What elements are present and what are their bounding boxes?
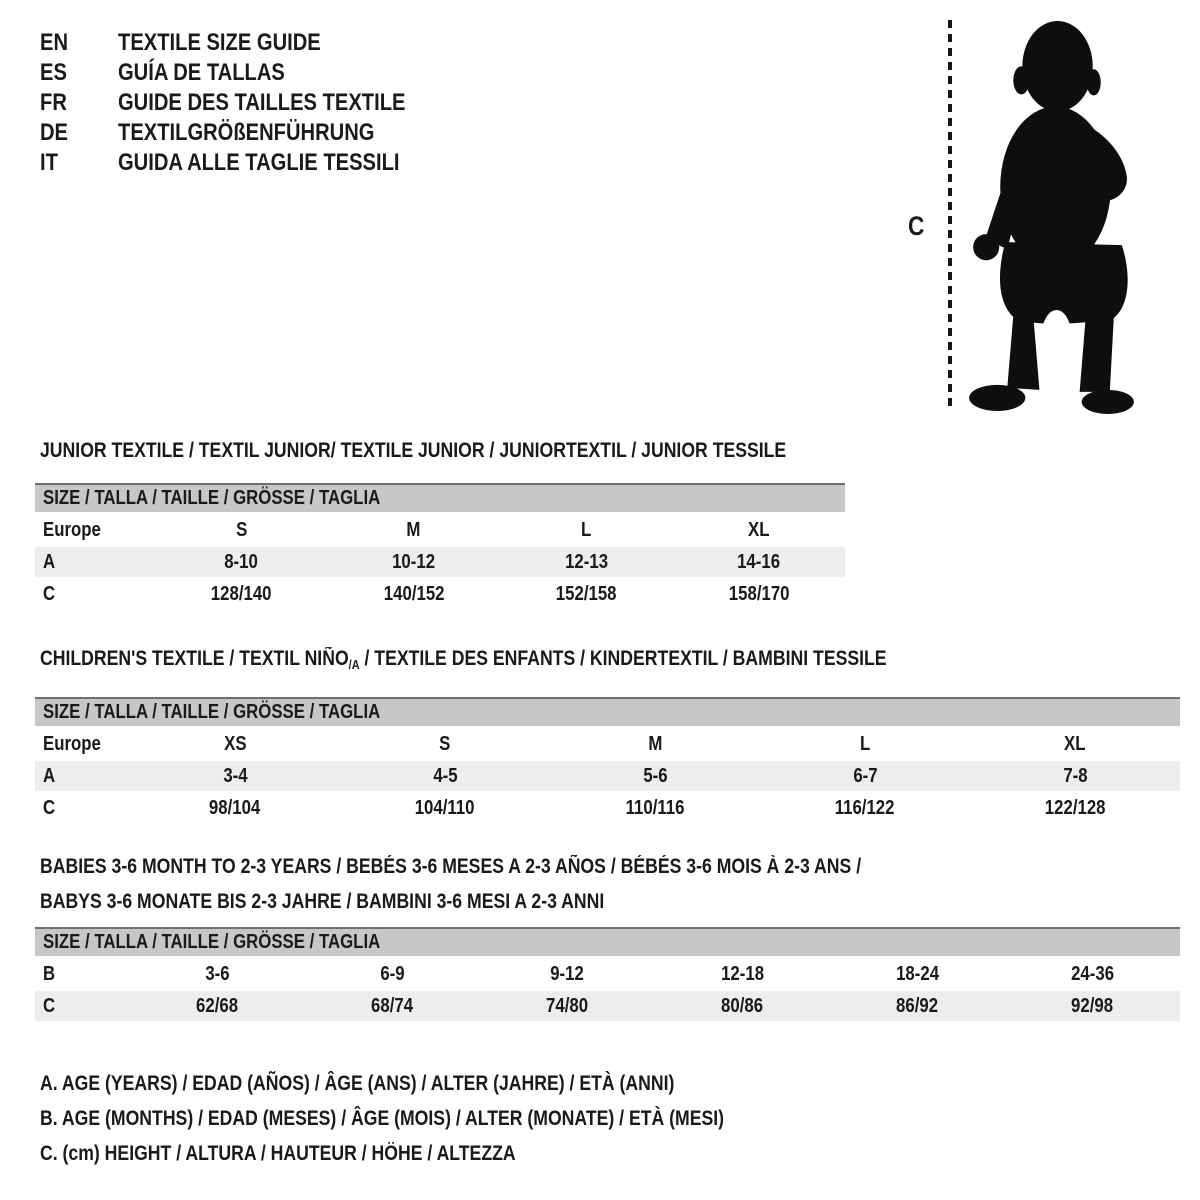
language-title-list bbox=[40, 28, 460, 178]
text: Europe bbox=[43, 519, 101, 541]
table-cell bbox=[130, 729, 340, 759]
text: 3-4 bbox=[222, 765, 248, 787]
table-cell bbox=[328, 579, 501, 609]
table-cell bbox=[305, 991, 480, 1021]
section-title bbox=[35, 641, 1180, 682]
text: ES bbox=[40, 59, 67, 86]
text: 104/110 bbox=[415, 797, 475, 819]
language-row bbox=[40, 118, 460, 148]
table-cell bbox=[130, 991, 305, 1021]
language-code bbox=[40, 58, 118, 88]
table-row bbox=[35, 761, 1180, 791]
language-title bbox=[118, 28, 359, 58]
section-title bbox=[35, 433, 845, 468]
text: SIZE / TALLA / TAILLE / GRÖSSE / TAGLIA bbox=[43, 931, 381, 953]
table-cell bbox=[655, 991, 830, 1021]
section-childrens-textile bbox=[35, 641, 1180, 825]
table-cell bbox=[130, 761, 340, 791]
text: XS bbox=[223, 733, 247, 755]
height-measure-label: C bbox=[908, 211, 925, 241]
table-size-header bbox=[35, 697, 1180, 726]
text: TEXTILE SIZE GUIDE bbox=[118, 29, 321, 56]
section-title-line bbox=[40, 884, 1180, 919]
table-size-header bbox=[35, 483, 845, 512]
section-title-text bbox=[40, 641, 887, 682]
text: M bbox=[647, 733, 662, 755]
table-row bbox=[35, 547, 845, 577]
text: A bbox=[43, 551, 56, 573]
size-table bbox=[35, 483, 845, 609]
toddler-silhouette-image bbox=[968, 16, 1136, 418]
language-title bbox=[118, 148, 453, 178]
legend-line bbox=[40, 1066, 854, 1101]
text: 122/128 bbox=[1044, 797, 1106, 819]
text: C bbox=[43, 797, 56, 819]
table-row bbox=[35, 793, 1180, 823]
language-code bbox=[40, 148, 118, 178]
table-cell bbox=[500, 515, 673, 545]
text: C bbox=[43, 583, 56, 605]
text: B bbox=[43, 963, 56, 985]
title-segment: / TEXTILE DES ENFANTS / KINDERTEXTIL / BAMBINI TESSILE bbox=[359, 647, 887, 670]
text: 6-9 bbox=[380, 963, 405, 985]
text: DE bbox=[40, 119, 69, 146]
section-title-text bbox=[40, 433, 786, 468]
language-title bbox=[118, 118, 423, 148]
text: GUÍA DE TALLAS bbox=[118, 59, 285, 86]
section-title-line bbox=[40, 433, 845, 468]
table-cell bbox=[500, 579, 673, 609]
text: B. AGE (MONTHS) / EDAD (MESES) / ÂGE (MOIS) / ALTER (MONATE) / ETÀ (MESI) bbox=[40, 1107, 725, 1130]
table-row bbox=[35, 991, 1180, 1021]
table-cell bbox=[305, 959, 480, 989]
table-cell bbox=[340, 793, 550, 823]
text: 62/68 bbox=[196, 995, 239, 1017]
table-row-label bbox=[35, 793, 130, 823]
text: TEXTILGRÖßENFÜHRUNG bbox=[118, 119, 375, 146]
table-cell bbox=[830, 959, 1005, 989]
table-cell bbox=[155, 547, 328, 577]
text: A. AGE (YEARS) / EDAD (AÑOS) / ÂGE (ANS) / ALTER (JAHRE) / ETÀ (ANNI) bbox=[40, 1072, 675, 1095]
section-title-line bbox=[40, 641, 1180, 682]
table-cell bbox=[130, 793, 340, 823]
text: A bbox=[43, 765, 56, 787]
table-cell bbox=[970, 793, 1180, 823]
table-cell bbox=[673, 515, 846, 545]
section-title-line bbox=[40, 849, 1180, 884]
table-cell bbox=[340, 729, 550, 759]
text: Europe bbox=[43, 733, 101, 755]
text: 9-12 bbox=[550, 963, 585, 985]
table-row-label bbox=[35, 547, 155, 577]
language-row bbox=[40, 88, 460, 118]
legend-line bbox=[40, 1101, 854, 1136]
table-row-label bbox=[35, 991, 130, 1021]
text: 158/170 bbox=[728, 583, 790, 605]
size-table bbox=[35, 927, 1180, 1021]
text: 68/74 bbox=[371, 995, 414, 1017]
table-cell bbox=[970, 761, 1180, 791]
table-cell bbox=[970, 729, 1180, 759]
text: XL bbox=[748, 519, 770, 541]
text: 6-7 bbox=[852, 765, 878, 787]
title-segment: CHILDREN'S TEXTILE / TEXTIL NIÑO bbox=[40, 647, 349, 670]
text: 74/80 bbox=[546, 995, 589, 1017]
table-row bbox=[35, 579, 845, 609]
section-title-text bbox=[40, 884, 604, 919]
table-row bbox=[35, 515, 845, 545]
height-measure-line bbox=[948, 20, 952, 412]
table-cell bbox=[155, 515, 328, 545]
table-cell bbox=[130, 959, 305, 989]
language-code bbox=[40, 88, 118, 118]
table-cell bbox=[760, 793, 970, 823]
table-size-header bbox=[35, 927, 1180, 956]
table-row-label bbox=[35, 761, 130, 791]
title-segment: /A bbox=[348, 657, 360, 672]
text: 128/140 bbox=[210, 583, 272, 605]
text: C. (cm) HEIGHT / ALTURA / HAUTEUR / HÖHE / ALTEZZA bbox=[40, 1142, 516, 1165]
table-cell bbox=[155, 579, 328, 609]
text: XL bbox=[1064, 733, 1086, 755]
table-cell bbox=[830, 991, 1005, 1021]
table-cell bbox=[328, 547, 501, 577]
text: SIZE / TALLA / TAILLE / GRÖSSE / TAGLIA bbox=[43, 701, 381, 723]
text: 14-16 bbox=[737, 551, 781, 573]
text: 18-24 bbox=[896, 963, 939, 985]
table-cell bbox=[550, 793, 760, 823]
text: 86/92 bbox=[896, 995, 939, 1017]
text: 8-10 bbox=[224, 551, 259, 573]
text: 4-5 bbox=[432, 765, 458, 787]
section-title-text bbox=[40, 849, 861, 884]
title-segment: BABYS 3-6 MONATE BIS 2-3 JAHRE / BAMBINI 3-6 MESI A 2-3 ANNI bbox=[40, 890, 605, 913]
text: C bbox=[43, 995, 56, 1017]
table-row-label bbox=[35, 579, 155, 609]
size-table bbox=[35, 697, 1180, 823]
text: S bbox=[235, 519, 247, 541]
language-row bbox=[40, 28, 460, 58]
text: 92/98 bbox=[1071, 995, 1114, 1017]
text: 110/116 bbox=[625, 797, 685, 819]
text: 10-12 bbox=[392, 551, 436, 573]
text: L bbox=[859, 733, 871, 755]
text: S bbox=[439, 733, 451, 755]
table-row-label bbox=[35, 515, 155, 545]
text: EN bbox=[40, 29, 69, 56]
language-title bbox=[118, 88, 460, 118]
text: 12-13 bbox=[564, 551, 608, 573]
section-babies-textile bbox=[35, 849, 1180, 1023]
table-row-label bbox=[35, 959, 130, 989]
title-segment: JUNIOR TEXTILE / TEXTIL JUNIOR/ TEXTILE JUNIOR / JUNIORTEXTIL / JUNIOR TESSILE bbox=[40, 439, 787, 462]
table-cell bbox=[760, 761, 970, 791]
table-cell bbox=[1005, 959, 1180, 989]
table-cell bbox=[480, 959, 655, 989]
language-code bbox=[40, 28, 118, 58]
table-cell bbox=[328, 515, 501, 545]
table-row bbox=[35, 959, 1180, 989]
language-row bbox=[40, 58, 460, 88]
table-cell bbox=[655, 959, 830, 989]
text: 140/152 bbox=[383, 583, 445, 605]
table-cell bbox=[550, 729, 760, 759]
text: SIZE / TALLA / TAILLE / GRÖSSE / TAGLIA bbox=[43, 487, 381, 509]
text: 116/122 bbox=[835, 797, 895, 819]
table-row bbox=[35, 729, 1180, 759]
text: GUIDA ALLE TAGLIE TESSILI bbox=[118, 149, 400, 176]
text: GUIDE DES TAILLES TEXTILE bbox=[118, 89, 406, 116]
text: L bbox=[581, 519, 592, 541]
text: 98/104 bbox=[209, 797, 261, 819]
legend-notes bbox=[40, 1066, 854, 1171]
table-cell bbox=[1005, 991, 1180, 1021]
section-title bbox=[35, 849, 1180, 919]
title-segment: BABIES 3-6 MONTH TO 2-3 YEARS / BEBÉS 3-6 MESES A 2-3 AÑOS / BÉBÉS 3-6 MOIS À 2-3 ANS / bbox=[40, 855, 862, 878]
table-row-label bbox=[35, 729, 130, 759]
text: FR bbox=[40, 89, 67, 116]
table-cell bbox=[500, 547, 673, 577]
table-cell bbox=[760, 729, 970, 759]
table-cell bbox=[550, 761, 760, 791]
section-junior-textile bbox=[35, 433, 845, 611]
table-cell bbox=[673, 579, 846, 609]
legend-line bbox=[40, 1136, 854, 1171]
table-cell bbox=[673, 547, 846, 577]
table-cell bbox=[480, 991, 655, 1021]
text: M bbox=[406, 519, 421, 541]
text: 7-8 bbox=[1062, 765, 1088, 787]
text: 3-6 bbox=[205, 963, 230, 985]
text: 12-18 bbox=[721, 963, 764, 985]
language-row bbox=[40, 148, 460, 178]
text: IT bbox=[40, 149, 58, 176]
text: 24-36 bbox=[1071, 963, 1114, 985]
table-cell bbox=[340, 761, 550, 791]
language-title bbox=[118, 58, 317, 88]
language-code bbox=[40, 118, 118, 148]
text: 152/158 bbox=[555, 583, 617, 605]
text: 5-6 bbox=[642, 765, 668, 787]
text: 80/86 bbox=[721, 995, 764, 1017]
